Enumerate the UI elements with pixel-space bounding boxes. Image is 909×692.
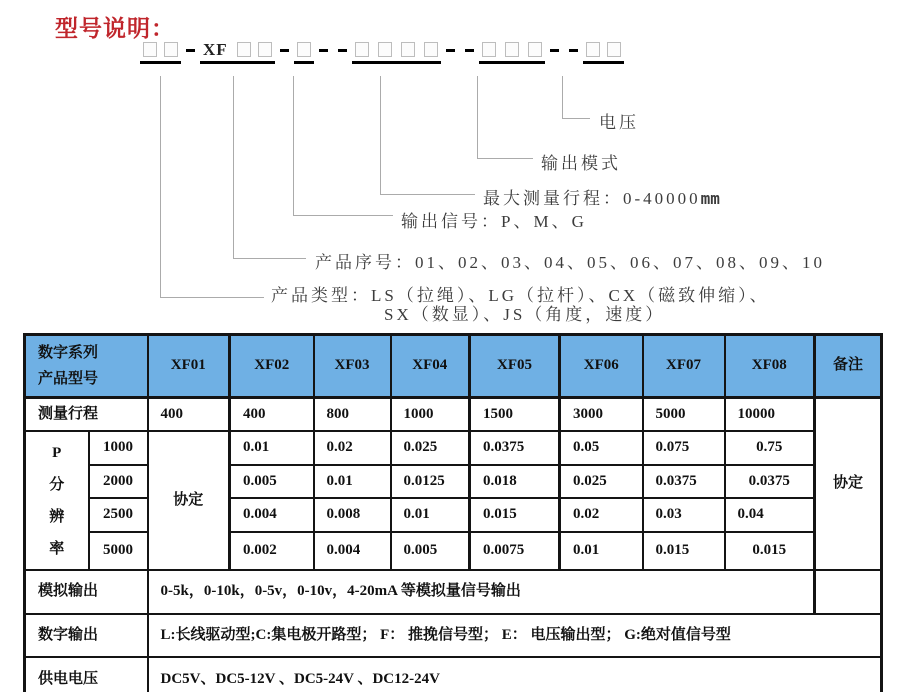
digital-output-row [25, 614, 882, 657]
header-model-xf02: XF02 [230, 335, 314, 398]
label-output-signal: 输出信号：P、M、G [401, 212, 587, 231]
resolution-cell: 0.004 [314, 532, 391, 570]
resolution-cell: 0.0375 [643, 465, 725, 498]
header-remark: 备注 [815, 335, 882, 398]
resolution-cell: 0.0375 [725, 465, 815, 498]
stroke-cell: 10000 [725, 398, 815, 432]
header-model-xf07: XF07 [643, 335, 725, 398]
stroke-cell: 400 [230, 398, 314, 432]
stroke-row [25, 398, 882, 432]
code-box [505, 42, 519, 57]
xf01-agreed-cell: 协定 [148, 431, 230, 570]
dash [446, 49, 455, 52]
spec-table [23, 333, 883, 692]
resolution-cell: 0.02 [314, 431, 391, 465]
resolution-cell: 0.025 [560, 465, 643, 498]
resolution-range: 2000 [89, 465, 148, 498]
resolution-cell: 0.002 [230, 532, 314, 570]
analog-output-label: 模拟输出 [25, 570, 148, 614]
code-box [237, 42, 251, 57]
stroke-cell: 5000 [643, 398, 725, 432]
power-supply-value: DC5V、DC5-12V 、DC5-24V 、DC12-24V [148, 657, 882, 692]
resolution-cell: 0.04 [725, 498, 815, 532]
resolution-cell: 0.0375 [470, 431, 560, 465]
connector-line [562, 76, 590, 119]
code-box [528, 42, 542, 57]
power-supply-row [25, 657, 882, 692]
header-product-model: 数字系列 产品型号 [25, 335, 148, 398]
connector-line [293, 76, 393, 216]
analog-remark-empty-cell [815, 570, 882, 614]
stroke-cell: 400 [148, 398, 230, 432]
header-model-xf03: XF03 [314, 335, 391, 398]
page-title: 型号说明： [55, 15, 175, 41]
code-segment-series [200, 42, 275, 64]
dash [569, 49, 578, 52]
resolution-cell: 0.0075 [470, 532, 560, 570]
stroke-label: 测量行程 [25, 398, 148, 432]
resolution-cell: 0.01 [391, 498, 470, 532]
resolution-cell: 0.0125 [391, 465, 470, 498]
dash [186, 49, 195, 52]
power-supply-label: 供电电压 [25, 657, 148, 692]
resolution-cell: 0.075 [643, 431, 725, 465]
dash [338, 49, 347, 52]
code-box [378, 42, 392, 57]
stroke-cell: 1500 [470, 398, 560, 432]
resolution-row [25, 431, 882, 465]
resolution-cell: 0.01 [560, 532, 643, 570]
label-product-type [271, 286, 770, 324]
code-box [297, 42, 311, 57]
resolution-cell: 0.025 [391, 431, 470, 465]
code-box [258, 42, 272, 57]
header-model-xf06: XF06 [560, 335, 643, 398]
code-box [143, 42, 157, 57]
header-model-xf04: XF04 [391, 335, 470, 398]
header-model-xf05: XF05 [470, 335, 560, 398]
resolution-cell: 0.018 [470, 465, 560, 498]
label-product-type-line1: 产品类型：LS（拉绳）、LG（拉杆）、CX（磁致伸缩）、 [271, 286, 770, 305]
resolution-cell: 0.005 [391, 532, 470, 570]
resolution-cell: 0.015 [725, 532, 815, 570]
resolution-cell: 0.005 [230, 465, 314, 498]
code-segment-signal [294, 42, 314, 64]
connector-line [477, 76, 533, 159]
resolution-cell: 0.008 [314, 498, 391, 532]
label-product-serial: 产品序号：01、02、03、04、05、06、07、08、09、10 [315, 253, 825, 272]
code-box [424, 42, 438, 57]
code-box [164, 42, 178, 57]
code-segment-stroke [352, 42, 441, 64]
resolution-cell: 0.05 [560, 431, 643, 465]
resolution-range: 5000 [89, 532, 148, 570]
resolution-cell: 0.015 [470, 498, 560, 532]
dash [280, 49, 289, 52]
resolution-cell: 0.02 [560, 498, 643, 532]
resolution-cell: 0.01 [314, 465, 391, 498]
label-max-stroke [483, 184, 720, 209]
code-box [586, 42, 600, 57]
resolution-cell: 0.03 [643, 498, 725, 532]
label-max-stroke-unit: mm [700, 189, 720, 208]
label-output-mode: 输出模式 [541, 154, 621, 173]
code-box [355, 42, 369, 57]
label-max-stroke-text: 最大测量行程：0-40000 [483, 189, 701, 208]
resolution-group-label: P 分 辨 率 [25, 431, 89, 570]
analog-output-value: 0-5k，0-10k，0-5v，0-10v，4-20mA 等模拟量信号输出 [148, 570, 815, 614]
table-header-row [25, 335, 882, 398]
code-box [482, 42, 496, 57]
digital-output-value: L:长线驱动型;C:集电极开路型； F： 推挽信号型； E： 电压输出型； G:绝对值信号型 [148, 614, 882, 657]
dash [550, 49, 559, 52]
model-code [140, 42, 624, 64]
header-model-xf01: XF01 [148, 335, 230, 398]
resolution-cell: 0.01 [230, 431, 314, 465]
dash [319, 49, 328, 52]
resolution-cell: 0.015 [643, 532, 725, 570]
resolution-range: 2500 [89, 498, 148, 532]
code-segment-mode [479, 42, 545, 64]
header-model-xf08: XF08 [725, 335, 815, 398]
code-box [607, 42, 621, 57]
digital-output-label: 数字输出 [25, 614, 148, 657]
resolution-cell: 0.75 [725, 431, 815, 465]
code-box [401, 42, 415, 57]
label-voltage: 电压 [599, 113, 639, 132]
stroke-cell: 800 [314, 398, 391, 432]
resolution-range: 1000 [89, 431, 148, 465]
analog-output-row [25, 570, 882, 614]
code-segment-voltage [583, 42, 624, 64]
stroke-cell: 1000 [391, 398, 470, 432]
label-product-type-line2: SX（数显）、JS（角度，速度） [384, 305, 666, 324]
code-prefix: XF [203, 40, 228, 59]
connector-line [380, 76, 475, 195]
stroke-cell: 3000 [560, 398, 643, 432]
resolution-cell: 0.004 [230, 498, 314, 532]
code-segment-type [140, 42, 181, 64]
remark-agreed-cell: 协定 [815, 398, 882, 571]
dash [465, 49, 474, 52]
